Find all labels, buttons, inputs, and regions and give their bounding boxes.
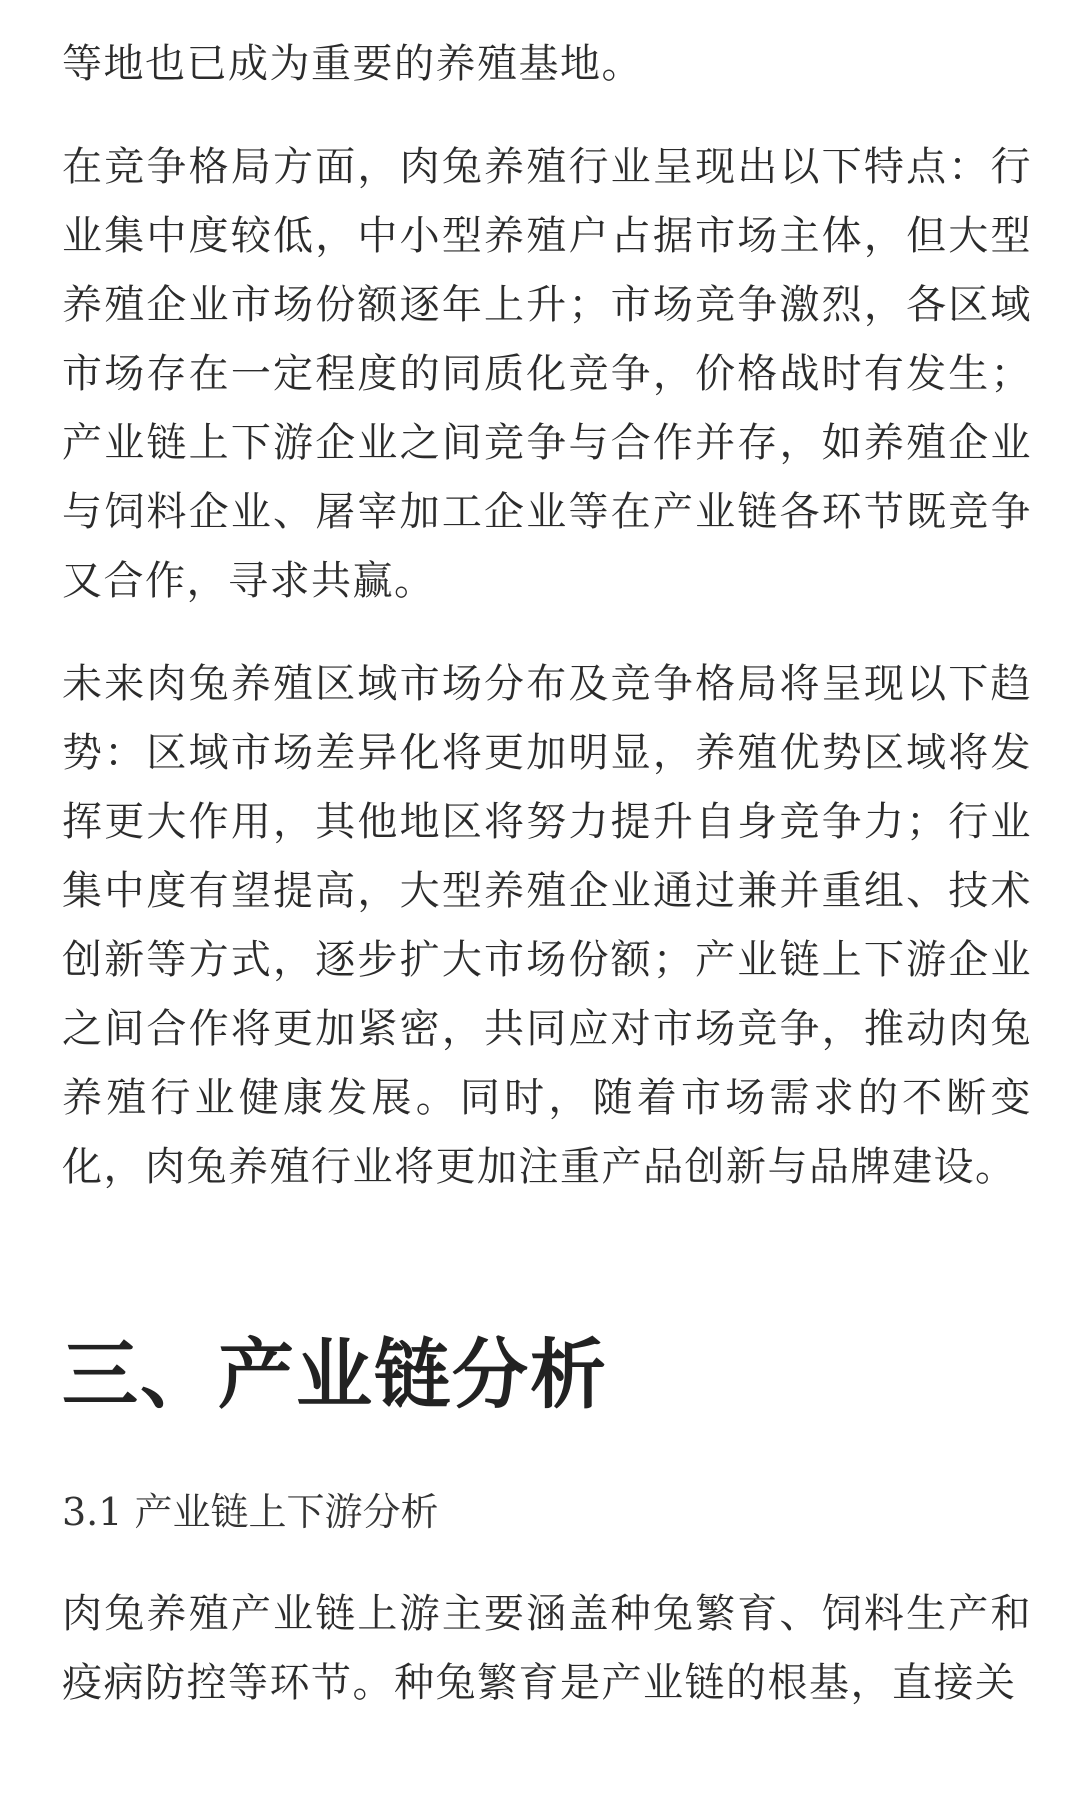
paragraph-upstream: 肉兔养殖产业链上游主要涵盖种兔繁育、饲料生产和疫病防控等环节。种兔繁育是产业链的根基，直接关 bbox=[62, 1591, 1032, 1706]
paragraph-future-trends: 未来肉兔养殖区域市场分布及竞争格局将呈现以下趋势：区域市场差异化将更加明显，养殖优势区域将发挥更大作用，其他地区将努力提升自身竞争力；行业集中度有望提高，大型养殖企业通过兼并重组、技术创新等方式，逐步扩大市场份额；产业链上下游企业之间合作将更加紧密，共同应对市场竞争，推动肉兔养殖行业健康发展。同时，随着市场需求的不断变化，肉兔养殖行业将更加注重产品创新与品牌建设。 bbox=[62, 661, 1032, 1190]
paragraph-competition: 在竞争格局方面，肉兔养殖行业呈现出以下特点：行业集中度较低，中小型养殖户占据市场主体，但大型养殖企业市场份额逐年上升；市场竞争激烈，各区域市场存在一定程度的同质化竞争，价格战时有发生；产业链上下游企业之间竞争与合作并存，如养殖企业与饲料企业、屠宰加工企业等在产业链各环节既竞争又合作，寻求共赢。 bbox=[62, 144, 1032, 604]
article-body bbox=[62, 30, 1032, 1718]
subsection-heading: 3.1 产业链上下游分析 bbox=[62, 1490, 439, 1534]
paragraph-intro: 等地也已成为重要的养殖基地。 bbox=[62, 41, 643, 87]
section-heading: 三、产业链分析 bbox=[62, 1330, 608, 1419]
